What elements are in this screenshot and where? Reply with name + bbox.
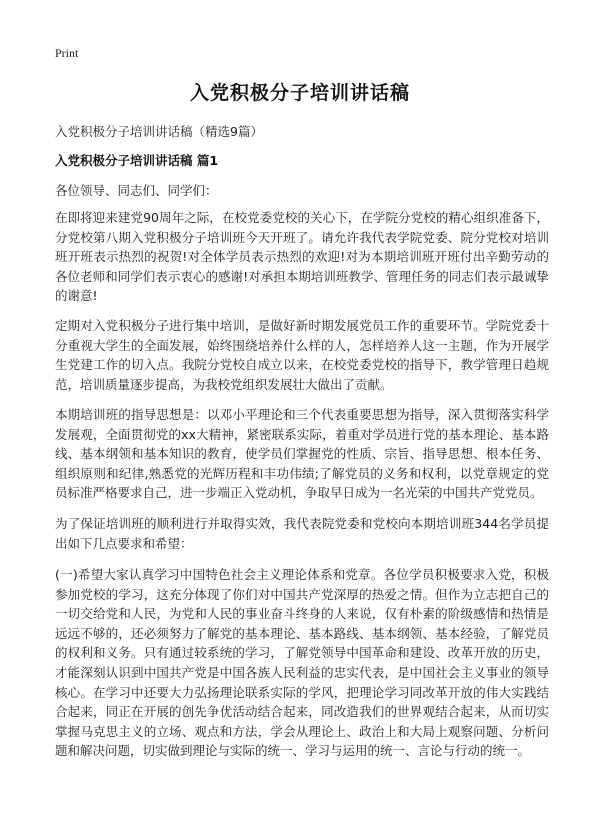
document-subtitle: 入党积极分子培训讲话稿（精选9篇） <box>55 124 263 139</box>
paragraph-requirement-one: (一)希望大家认真学习中国特色社会主义理论体系和党章。各位学员积极要求入党，积极参加党校的学习，这充分体现了你们对中国共产党深厚的热爱之情。但作为立志把自己的一切交给党和人民，为党和人民的事业奋斗终身的人来说，仅有朴素的阶级感情和热情是远远不够的，还必须努力了解党的基本理论、基本路线、基本纲领、基本经验，了解党员的权利和义务。只有通过较系统的学习，了解党领导中国革命和建设、改革开放的历史，才能深刻认识到中国共产党是中国各族人民利益的忠实代表，是中国社会主义事业的领导核心。在学习中还要大力弘扬理论联系实际的学风，把理论学习同改革开放的伟大实践结合起来，同正在开展的创先争优活动结合起来，同改造我们的世界观结合起来，从而切实掌握马克思主义的立场、观点和方法，学会从理论上、政治上和大局上观察问题、分析问题和解决问题，切实做到理论与实际的统一、学习与运用的统一、言论与行动的统一。 <box>55 567 549 759</box>
section-heading: 入党积极分子培训讲话稿 篇1 <box>55 153 219 168</box>
greeting-line: 各位领导、同志们、同学们： <box>55 183 218 198</box>
page-title: 入党积极分子培训讲话稿 <box>189 82 410 104</box>
paragraph-guiding-ideology: 本期培训班的指导思想是：以邓小平理论和三个代表重要思想为指导，深入贯彻落实科学发展观，全面贯彻党的xx大精神，紧密联系实际，着重对学员进行党的基本理论、基本路线、基本纲领和基本知识的教育，使学员们掌握党的性质、宗旨、指导思想、根本任务、组织原则和纪律,熟悉党的光辉历程和丰功伟绩;了解党员的义务和权利，以党章规定的党员标准严格要求自己，进一步端正入党动机，争取早日成为一名光荣的中国共产党党员。 <box>55 407 549 501</box>
paragraph-opening: 在即将迎来建党90周年之际，在校党委党校的关心下，在学院分党校的精心组织准备下，分党校第八期入党积极分子培训班今天开班了。请允许我代表学院党委、院分党校对培训班开班表示热烈的祝贺!对全体学员表示热烈的欢迎!对为本期培训班开班付出辛勤劳动的各位老师和同学们表示衷心的感谢!对承担本期培训班教学、管理任务的同志们表示最诚挚的谢意! <box>55 210 549 304</box>
paragraph-training-importance: 定期对入党积极分子进行集中培训，是做好新时期发展党员工作的重要环节。学院党委十分重视大学生的全面发展，始终围绕培养什么样的人，怎样培养人这一主题，作为开展学生党建工作的切入点。我院分党校自成立以来，在校党委党校的指导下，教学管理日趋规范，培训质量逐步提高，为我校党组织发展壮大做出了贡献。 <box>55 318 549 392</box>
paragraph-requirements-intro: 为了保证培训班的顺利进行并取得实效，我代表院党委和党校向本期培训班344名学员提出如下几点要求和希望： <box>55 516 549 551</box>
print-label: Print <box>55 46 79 60</box>
